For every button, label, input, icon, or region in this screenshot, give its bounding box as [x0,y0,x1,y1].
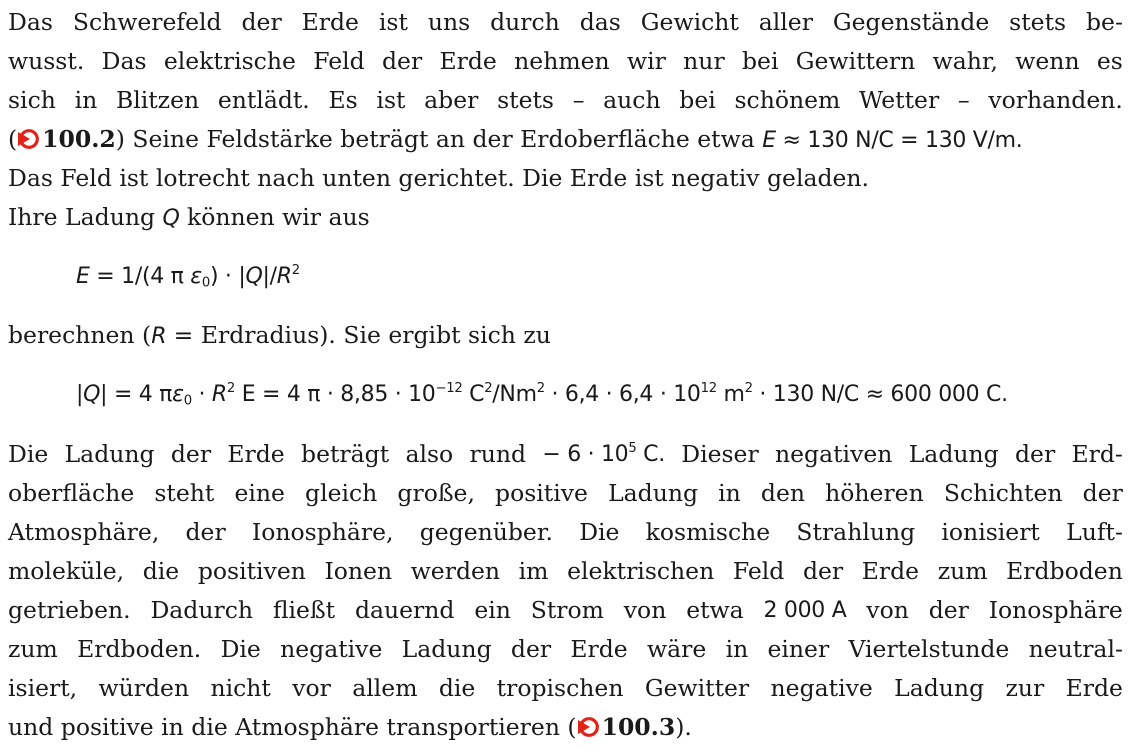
word: oberfläche [8,479,135,507]
current-value: 2 000 A [763,598,847,623]
word: vorhanden. [988,86,1123,114]
word: Die [579,518,620,546]
word: Blitzen [115,86,200,114]
word: Feld [313,47,365,75]
word: vor [292,674,331,702]
word: Das [101,47,147,75]
word: tropischen [496,674,624,702]
word: das [579,8,621,36]
word: Erd- [1071,440,1123,468]
word: der [170,440,212,468]
word: im [518,557,549,585]
word: Luft- [1066,518,1123,546]
word: wenn [1015,47,1080,75]
word: nehmen [514,47,610,75]
reference-arrow-icon [17,128,39,150]
word: Die [8,440,49,468]
word: Strahlung [796,518,916,546]
word: ionisiert [941,518,1040,546]
word: Erde [861,557,920,585]
word: eine [234,479,285,507]
word: Erde [439,47,497,75]
word: zum [8,635,58,663]
word: Viertelstunde [848,635,1010,663]
word: Strom [530,596,604,624]
word: in [725,635,749,663]
word: werden [410,557,501,585]
word: positiven [197,557,306,585]
word: Erde [227,440,285,468]
word: Erde [1065,674,1123,702]
word: Gegenstände [832,8,990,36]
word: Ionosphäre, [251,518,394,546]
text-line [8,3,1123,42]
word: sich [8,86,56,114]
word: nicht [210,674,271,702]
word: Ionen [324,557,393,585]
word: negative [280,635,383,663]
word: die [438,674,476,702]
text-line [8,630,1123,669]
word: stets [497,86,554,114]
word: bei [679,86,716,114]
text-line: und positive in die Atmosphäre transportieren ( 100.3). [8,713,692,741]
word: der [510,635,552,663]
symbol-r: R [151,324,167,349]
word: Erde [570,635,628,663]
word: von [866,596,909,624]
word: der [1015,440,1056,468]
figure-reference[interactable]: 100.3 [601,713,676,741]
word: Dadurch [150,596,254,624]
word: neutral- [1028,635,1123,663]
word: Gewicht [640,8,739,36]
word: etwa [686,596,744,624]
word: negative [770,674,873,702]
word: die [142,557,180,585]
word: der [185,518,226,546]
figure-reference[interactable]: 100.2 [42,125,116,153]
word: – [957,86,970,114]
word: in [718,479,741,507]
text-line [8,513,1123,552]
word: Atmosphäre, [8,518,160,546]
symbol-q: Q [162,206,180,231]
text-line [8,552,1123,591]
word: Es [328,86,358,114]
word: Ladung [64,440,155,468]
field-strength-value: ≈ 130 N/C = 130 V/m. [775,128,1023,153]
word: kosmische [645,518,771,546]
word: Feld [732,557,785,585]
word: schönem [734,86,841,114]
word: Das [8,8,53,36]
word: wusst. [8,47,85,75]
word: Ladung [401,635,492,663]
word: Erdboden [1006,557,1123,585]
text-line [8,435,1123,474]
word: entlädt. [217,86,310,114]
word: es [1096,47,1123,75]
word: der [802,557,844,585]
text-line [8,591,1123,630]
word: wäre [647,635,707,663]
word: der [1082,479,1123,507]
word: der [928,596,969,624]
word: auch [603,86,661,114]
formula-charge-calculation: |Q| = 4 $\pi\varepsilon_0 \cdot R^2$ E = 4 $\pi \cdot 8,85 \cdot 10^{-12}$ $C^2/Nm^2 \cdot 6,4 \cdot 6,4 \cdot 10^{12}$ $m^2 \cdot 130$ N/C ≈ 600 000 C. [76,380,1008,409]
word: von [623,596,667,624]
text-line [8,81,1123,120]
text-line: Ihre Ladung Q können wir aus [8,203,370,231]
word: ein [474,596,511,624]
word: Gewitter [644,674,750,702]
word: in [74,86,98,114]
word: Die [220,635,261,663]
word: stets [1009,8,1067,36]
word: negativen [775,440,893,468]
word: also [405,440,454,468]
word: rund [469,440,527,468]
word: be- [1086,8,1123,36]
word: durch [490,8,560,36]
word: positive [495,479,588,507]
word: ist [376,86,406,114]
text-line [8,474,1123,513]
word: der [241,8,282,36]
word: wir [626,47,666,75]
word: Dieser [681,440,759,468]
text-line [8,42,1123,81]
word: moleküle, [8,557,125,585]
word: der [382,47,423,75]
word: steht [154,479,215,507]
word: gleich [305,479,378,507]
word: dauernd [354,596,455,624]
word: zur [1005,674,1045,702]
text-line: Das Feld ist lotrecht nach unten gerichtet. Die Erde ist negativ geladen. [8,164,870,192]
word: gegenüber. [419,518,553,546]
word: Ladung [608,479,699,507]
word: würden [98,674,190,702]
word: Schichten [943,479,1063,507]
word: Wetter [859,86,940,114]
word: beträgt [301,440,390,468]
word: Ionosphäre [988,596,1123,624]
text-line: ( 100.2) Seine Feldstärke beträgt an der Erdoberfläche etwa E ≈ 130 N/C = 130 V/m. [8,125,1023,153]
word: bei [742,47,779,75]
word: elektrischen [567,557,715,585]
word: fließt [272,596,336,624]
word: den [760,479,806,507]
word: elektrische [163,47,296,75]
word: aller [758,8,813,36]
reference-arrow-icon [577,716,599,738]
word: allem [352,674,418,702]
symbol-e: E [762,128,776,153]
word: wahr, [932,47,998,75]
earth-charge-value: − $6 \cdot 10^5$ C. [542,440,665,467]
word: Erde [301,8,359,36]
word: große, [397,479,475,507]
word: höheren [825,479,924,507]
word: Gewittern [795,47,916,75]
word: Ladung [908,440,999,468]
word: aber [424,86,479,114]
word: nur [683,47,725,75]
word: Erdboden. [77,635,202,663]
word: isiert, [8,674,78,702]
word: einer [767,635,830,663]
word: Ladung [894,674,985,702]
word: getrieben. [8,596,131,624]
formula-coulomb: E = 1/(4 π $\varepsilon_0) \cdot |Q|/R^2$ [76,262,300,291]
word: ist [378,8,408,36]
text-line [8,669,1123,708]
word: Schwerefeld [72,8,222,36]
word: uns [427,8,471,36]
word: – [572,86,585,114]
word: zum [937,557,988,585]
text-line: berechnen (R = Erdradius). Sie ergibt sich zu [8,321,551,349]
